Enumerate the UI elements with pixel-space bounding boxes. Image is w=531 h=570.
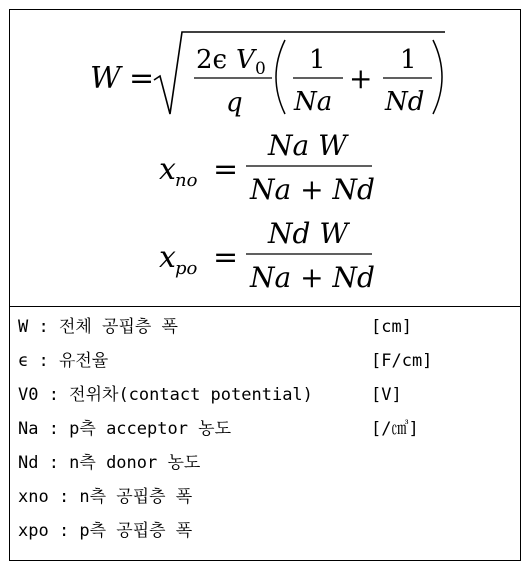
definition-row-xno — [18, 481, 513, 513]
definition-row-w — [18, 311, 513, 343]
formula-xpo-x: x — [159, 240, 176, 275]
formula-panel — [10, 10, 520, 307]
definition-unit: [cm] — [371, 317, 412, 337]
definition-table — [9, 9, 521, 561]
formula-w-na: Na — [294, 87, 333, 117]
formula-xno-equals: = — [213, 152, 239, 187]
formula-xno-num: Na W — [268, 129, 347, 162]
definition-row-epsilon — [18, 345, 513, 377]
definition-desc: W : 전체 공핍층 폭 — [18, 317, 178, 337]
formula-xno-den: Na + Nd — [250, 173, 375, 206]
definition-desc: ϵ : 유전율 — [18, 351, 109, 371]
formula-xpo-den: Na + Nd — [250, 261, 375, 294]
formula-xno-sub: no — [175, 170, 198, 191]
definition-desc: xpo : p측 공핍층 폭 — [18, 521, 193, 541]
formula-w-q: q — [226, 88, 243, 118]
formula-w-one-a: 1 — [309, 45, 326, 75]
definition-desc: V0 : 전위차(contact potential) — [18, 385, 313, 405]
definition-row-nd — [18, 447, 513, 479]
formula-w-nd: Nd — [385, 87, 425, 117]
formula-xno — [159, 129, 375, 206]
formula-w — [90, 32, 445, 118]
formula-xpo-num: Nd W — [268, 217, 349, 250]
definition-unit: [V] — [371, 385, 402, 405]
formula-w-plus: + — [349, 62, 373, 95]
formula-w-lhs: W — [90, 61, 121, 96]
formula-xpo — [159, 217, 375, 294]
formula-w-coef: 2ϵ — [196, 45, 228, 75]
definition-row-na — [18, 413, 513, 445]
definition-desc: Na : p측 acceptor 농도 — [18, 419, 232, 439]
definition-desc: Nd : n측 donor 농도 — [18, 453, 201, 473]
formula-w-v: V — [236, 45, 255, 75]
formula-w-equals: = — [129, 61, 155, 96]
definition-row-v0 — [18, 379, 513, 411]
definition-row-xpo — [18, 515, 513, 547]
paren-left — [276, 40, 285, 114]
definition-unit: [/㎤] — [371, 419, 419, 439]
formula-w-v-sub: 0 — [255, 59, 266, 79]
formula-w-one-b: 1 — [400, 45, 417, 75]
formula-xpo-sub: po — [175, 258, 198, 279]
formula-xpo-equals: = — [213, 240, 239, 275]
definition-desc: xno : n측 공핍층 폭 — [18, 487, 193, 507]
formula-svg — [10, 10, 520, 306]
paren-right — [433, 40, 442, 114]
formula-xno-x: x — [159, 152, 176, 187]
definition-unit: [F/cm] — [371, 351, 433, 371]
